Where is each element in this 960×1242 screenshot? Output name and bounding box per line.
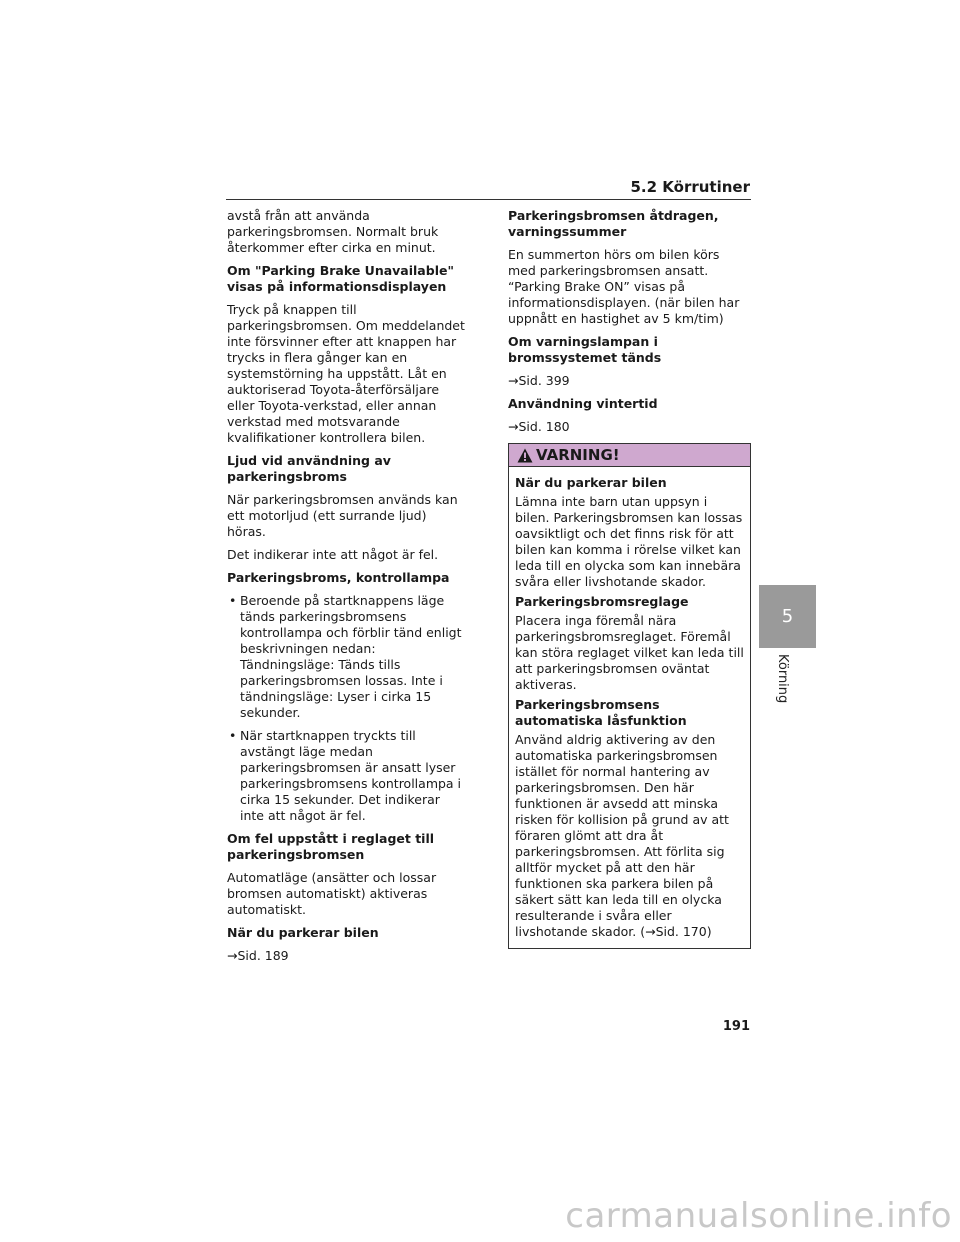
chapter-label: Körning: [775, 654, 790, 704]
chapter-tab[interactable]: [759, 585, 816, 648]
page-reference-link[interactable]: →Sid. 189: [227, 948, 289, 963]
warning-paragraph-switch: Placera inga föremål nära parkeringsbromsreglaget. Föremål kan störa reglaget vilket kan leda till att parkeringsbromsen oväntat aktiveras.: [515, 613, 744, 692]
heading-switch-fault: Om fel uppstått i reglaget till parkeringsbromsen: [227, 831, 435, 862]
paragraph-no-fault: Det indikerar inte att något är fel.: [227, 547, 439, 562]
warning-paragraph-parking: Lämna inte barn utan uppsyn i bilen. Parkeringsbromsen kan lossas oavsiktligt och det finns risk för att bilen kan komma i rörelse vilket kan leda till en olycka som kan innebära svåra eller livshotande skador.: [515, 494, 743, 589]
heading-brake-sound: Ljud vid användning av parkeringsbroms: [227, 453, 391, 484]
page-reference-link[interactable]: →Sid. 399: [508, 373, 570, 388]
list-item: • När startknappen tryckts till avstängt läge medan parkeringsbromsen är ansatt lyser parkeringsbromsens kontrollampa i cirka 15 sekunder. Det indikerar inte att något är fel.: [227, 728, 467, 824]
heading-winter-use: Användning vintertid: [508, 396, 658, 411]
warning-body: [509, 467, 750, 948]
indicator-bullet-list: [227, 593, 467, 824]
list-item: • Beroende på startknappens läge tänds parkeringsbromsens kontrollampa och förblir tänd enligt beskrivningen nedan: Tändningsläge: Tänds tills parkeringsbromsen lossas. Inte i tändningsläge: Lyser i cirka 15 sekunder.: [227, 593, 467, 721]
header-divider: [226, 199, 751, 200]
paragraph-brake-sound: När parkeringsbromsen används kan ett motorljud (ett surrande ljud) höras.: [227, 492, 458, 539]
section-title: 5.2 Körrutiner: [630, 178, 750, 196]
heading-brake-warning-lamp: Om varningslampan i bromssystemet tänds: [508, 334, 662, 365]
warning-title: VARNING!: [536, 446, 620, 464]
chapter-number: 5: [781, 606, 794, 627]
paragraph-warning-buzzer: En summerton hörs om bilen körs med parkeringsbromsen ansatt. “Parking Brake ON” visas på informationsdisplayen. (när bilen har uppnått en hastighet av 5 km/tim): [508, 247, 740, 326]
heading-parking: När du parkerar bilen: [227, 925, 379, 940]
warning-paragraph-auto-lock: Använd aldrig aktivering av den automatiska parkeringsbromsen istället för normal hantering av parkeringsbromsen. Den här funktionen är avsedd att minska risken för kollision på grund av att föraren glömt att dra åt parkeringsbromsen. Att förlita sig alltför mycket på att den här funktionen ska parkera bilen på säkert sätt kan leda till en olycka resulterande i svåra eller livshotande skador. (→Sid. 170): [515, 732, 729, 939]
heading-brake-unavailable: Om "Parking Brake Unavailable" visas på informationsdisplayen: [227, 263, 454, 294]
warning-heading-parking: När du parkerar bilen: [515, 475, 667, 490]
intro-text: avstå från att använda parkeringsbromsen. Normalt bruk återkommer efter cirka en minut.: [227, 208, 439, 255]
warning-triangle-icon: [517, 448, 533, 463]
paragraph-brake-unavailable: Tryck på knappen till parkeringsbromsen. Om meddelandet inte försvinner efter att knappen har trycks in flera gånger kan en systemstörning ha uppstått. Låt en auktoriserad Toyota-återförsäljare eller Toyota-verkstad, eller annan verkstad med motsvarande kvalifikationer kontrollera bilen.: [227, 302, 465, 445]
heading-indicator-lamp: Parkeringsbroms, kontrollampa: [227, 570, 450, 585]
paragraph-switch-fault: Automatläge (ansätter och lossar bromsen automatiskt) aktiveras automatiskt.: [227, 870, 437, 917]
warning-box: [508, 443, 751, 949]
left-column: [227, 208, 467, 971]
page-reference-link[interactable]: →Sid. 180: [508, 419, 570, 434]
heading-warning-buzzer: Parkeringsbromsen åtdragen, varningssummer: [508, 208, 719, 239]
warning-heading-switch: Parkeringsbromsreglage: [515, 594, 689, 609]
warning-header: [509, 444, 750, 467]
page-number: 191: [722, 1019, 750, 1034]
watermark: carmanualsonline.info: [565, 1196, 952, 1236]
warning-heading-auto-lock: Parkeringsbromsens automatiska låsfunktion: [515, 697, 687, 728]
right-column: [508, 208, 751, 949]
